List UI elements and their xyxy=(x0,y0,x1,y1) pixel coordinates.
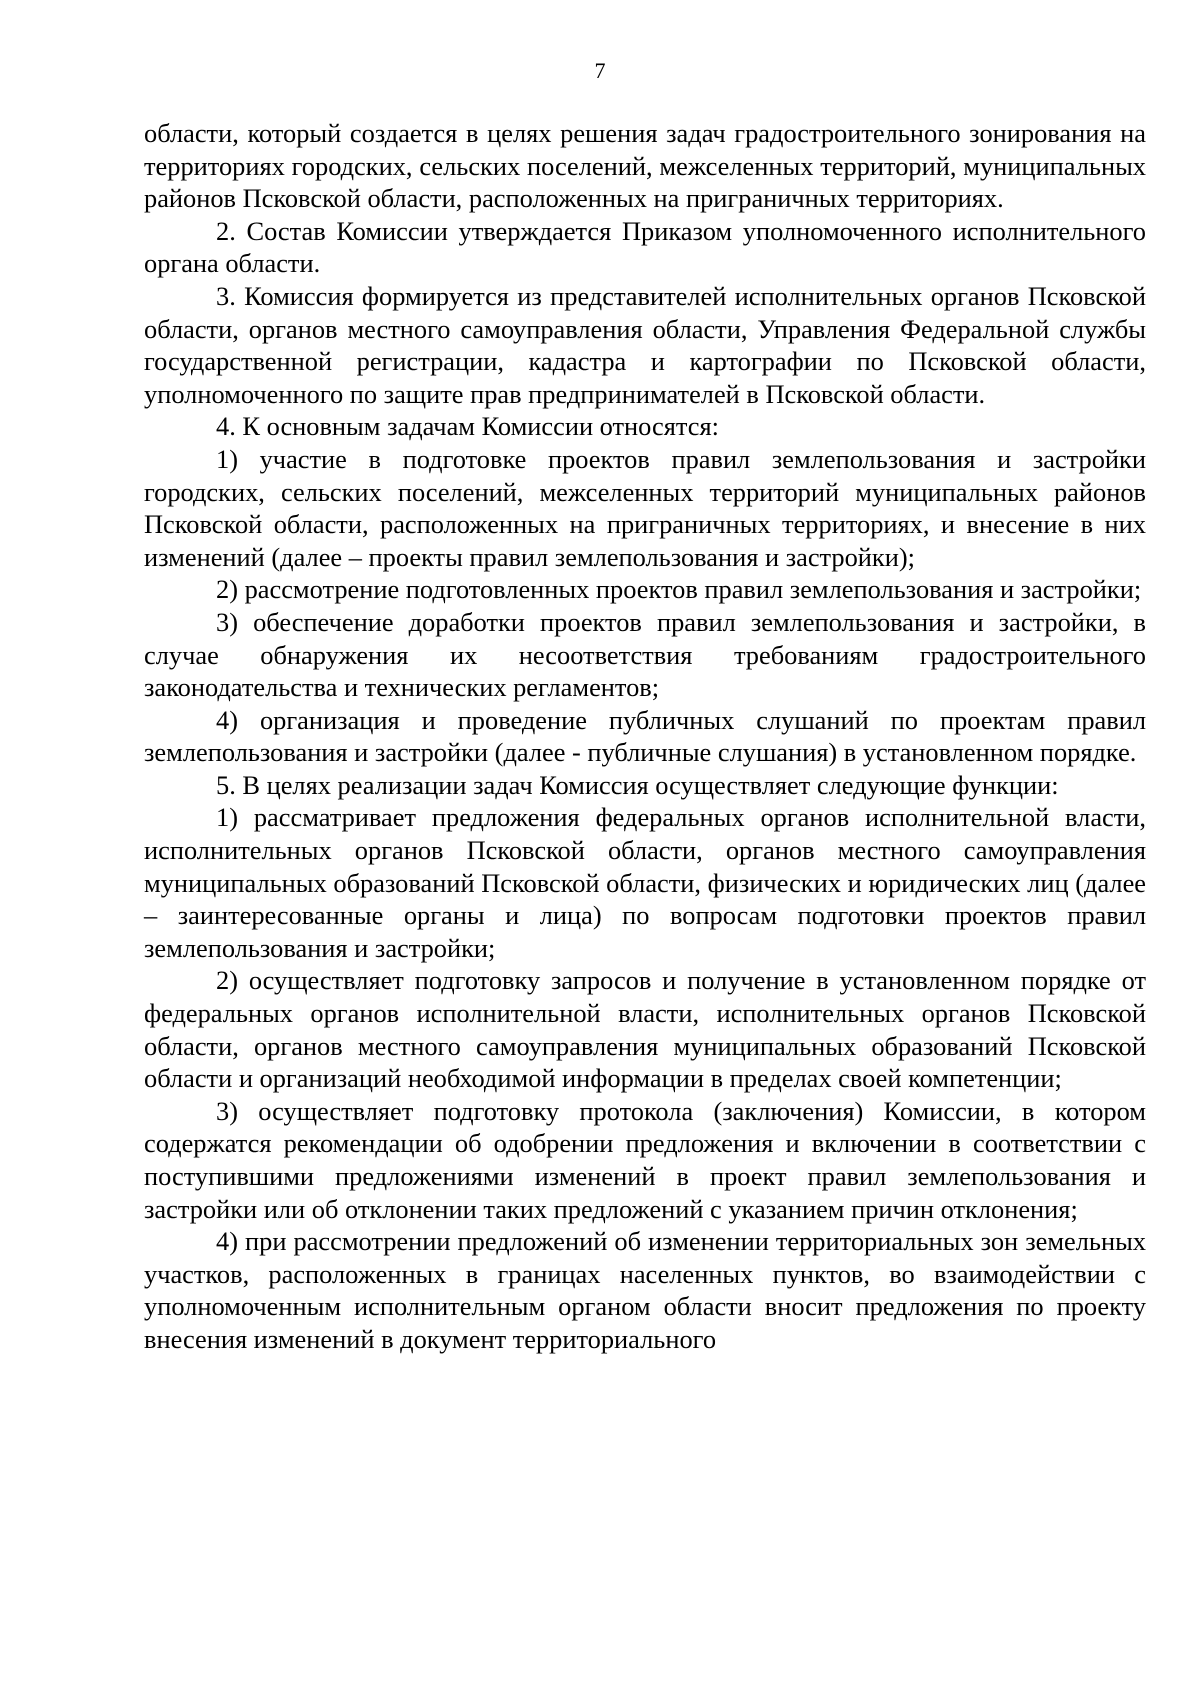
paragraph-item-4-4: 4) организация и проведение публичных слушаний по проектам правил землепользования и застройки (далее - публичные слушания) в установленном порядке. xyxy=(144,704,1146,768)
paragraph-item-5-4: 4) при рассмотрении предложений об изменении территориальных зон земельных участков, расположенных в границах населенных пунктов, во взаимодействии с уполномоченным исполнительным органом области вносит предложения по проекту внесения изменений в документ территориального xyxy=(144,1226,1146,1354)
paragraph-item-2: 2. Состав Комиссии утверждается Приказом уполномоченного исполнительного органа области. xyxy=(144,215,1146,279)
paragraph-item-4-1: 1) участие в подготовке проектов правил землепользования и застройки городских, сельских поселений, межселенных территорий муниципальных районов Псковской области, расположенных на приграничных территориях, и внесение в них изменений (далее – проекты правил землепользования и застройки); xyxy=(144,443,1146,572)
paragraph-continuation: области, который создается в целях решения задач градостроительного зонирования на территориях городских, сельских поселений, межселенных территорий, муниципальных районов Псковской области, расположенных на приграничных территориях. xyxy=(144,118,1146,214)
paragraph-item-4-3: 3) обеспечение доработки проектов правил землепользования и застройки, в случае обнаружения их несоответствия требованиям градостроительного законодательства и технических регламентов; xyxy=(144,606,1146,703)
paragraph-item-5-2: 2) осуществляет подготовку запросов и получение в установленном порядке от федеральных органов исполнительной власти, исполнительных органов Псковской области, органов местного самоуправления муниципальных образований Псковской области и организаций необходимой информации в пределах своей компетенции; xyxy=(144,965,1146,1094)
paragraph-item-5-1: 1) рассматривает предложения федеральных органов исполнительной власти, исполнительных органов Псковской области, органов местного самоуправления муниципальных образований Псковской области, физических и юридических лиц (далее – заинтересованные органы и лица) по вопросам подготовки проектов правил землепользования и застройки; xyxy=(144,802,1146,963)
paragraph-item-3: 3. Комиссия формируется из представителей исполнительных органов Псковской области, органов местного самоуправления области, Управления Федеральной службы государственной регистрации, кадастра и картографии по Псковской области, уполномоченного по защите прав предпринимателей в Псковской области. xyxy=(144,280,1146,409)
paragraph-item-4: 4. К основным задачам Комиссии относятся: xyxy=(216,411,719,442)
paragraph-item-5: 5. В целях реализации задач Комиссия осуществляет следующие функции: xyxy=(216,769,1059,800)
document-body xyxy=(144,117,1146,1356)
page-number: 7 xyxy=(594,58,606,83)
paragraph-item-5-3: 3) осуществляет подготовку протокола (заключения) Комиссии, в котором содержатся рекомендации об одобрении предложения и включении в соответствии с поступившими предложениями изменений в проект правил землепользования и застройки или об отклонении таких предложений с указанием причин отклонения; xyxy=(144,1095,1146,1224)
paragraph-item-4-2: 2) рассмотрение подготовленных проектов правил землепользования и застройки; xyxy=(216,574,1142,605)
